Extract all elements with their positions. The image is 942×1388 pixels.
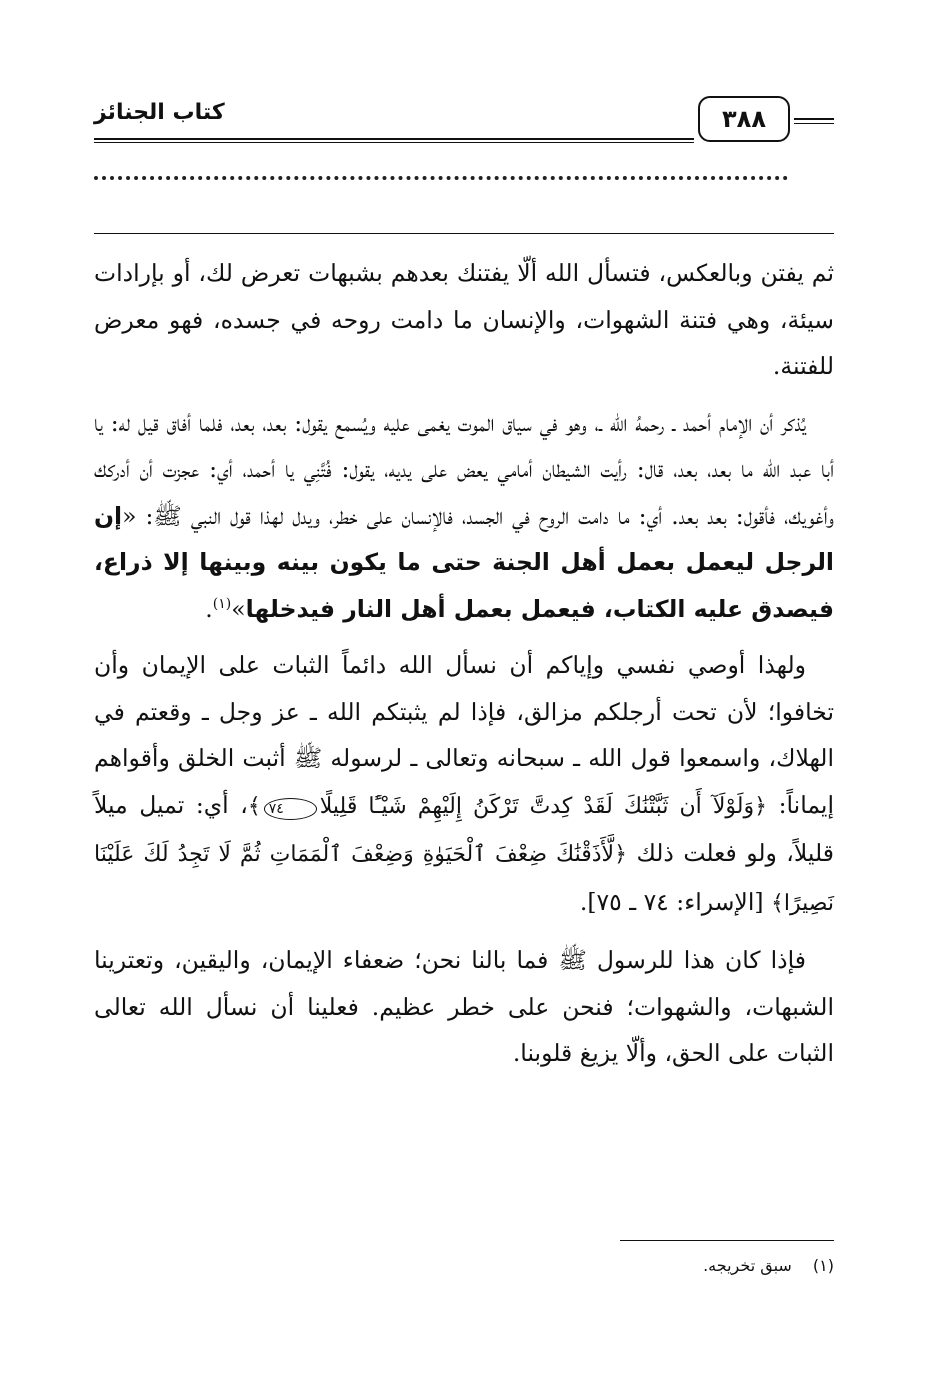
paragraph: [94, 400, 834, 633]
text-segment: [الإسراء: ٧٤ ـ ٧٥].: [579, 887, 772, 916]
page-header: [94, 96, 834, 146]
footnote-text: سبق تخريجه.: [703, 1256, 792, 1275]
text-segment: ، أي: تميل ميلاً قليلاً، ولو فعلت ذلك: [94, 790, 834, 867]
paragraph: [94, 250, 834, 390]
text-segment: .: [205, 594, 213, 623]
text-segment: فإذا كان هذا للرسول ﷺ فما بالنا نحن؛ ضعفاء الإيمان، واليقين، وتعترينا الشبهات، والشهوات؛ فنحن على خطر عظيم. فعلينا أن نسأل الله تعالى الثبات على الحق، وألّا يزيغ قلوبنا.: [94, 946, 834, 1067]
text-segment: ولهذا أوصي نفسي وإياكم أن نسأل الله دائماً الثبات على الإيمان وأن تخافوا؛ لأن تحت أرجلكم مزالق، فإذا لم يثبتكم الله ـ عز وجل ـ وقعتم في الهلاك، واسمعوا قول الله ـ سبحانه وتعالى ـ لرسوله ﷺ أثبت الخلق وأقواهم إيماناً:: [94, 651, 835, 819]
footnote-separator: [620, 1240, 834, 1241]
paragraph: [94, 937, 834, 1077]
footnote-ref: (١): [212, 595, 232, 612]
paragraph: [94, 642, 834, 927]
hadith-quote: إن الرجل ليعمل بعمل أهل الجنة حتى ما يكون بينه وبينها إلا ذراع، فيصدق عليه الكتاب، فيعمل بعمل أهل النار فيدخلها: [94, 501, 834, 623]
header-rule-thin: [94, 142, 694, 143]
ellipsis-dotted-line: [94, 176, 788, 200]
header-rule: [94, 138, 694, 140]
text-segment: »: [231, 594, 246, 623]
quran-verse: ﴿لَّأَذَقْنَٰكَ ضِعْفَ ٱلْحَيَوٰةِ وَضِعْفَ ٱلْمَمَاتِ ثُمَّ لَا تَجِدُ لَكَ عَلَيْنَا نَصِيرًا﴾: [94, 842, 834, 916]
quran-verse: ﴿وَلَوْلَآ أَن ثَبَّتْنَٰكَ لَقَدْ كِدتَّ تَرْكَنُ إِلَيْهِمْ شَيْـًٔا قَلِيلًا: [319, 793, 768, 819]
text-segment: يُذكر أن الإمام أحمد ـ رحمهُ الله ـ، وهو في سياق الموت يغمى عليه ويُسمع يقول: بعد، بعد، فلما أفاق قيل له: يا أبا عبد الله ما بعد، بعد، قال: رأيت الشيطان أمامي يعض على يديه، يقول: فُتَّنِي يا أحمد، أي: عجزت أن أدركك وأغويك، فأقول: بعد بعد. أي: ما دامت الروح في الجسد، فالإنسان على خطر، ويدل لهذا قول النبي ﷺ: «: [94, 408, 834, 530]
page-number: ٣٨٨: [698, 96, 790, 142]
footnote: [94, 1256, 834, 1275]
text-segment: ثم يفتن وبالعكس، فتسأل الله ألّا يفتنك بعدهم بشبهات تعرض لك، أو بإرادات سيئة، وهي فتنة الشهوات، والإنسان ما دامت روحه في جسده، فهو معرض للفتنة.: [94, 259, 834, 380]
book-title: كتاب الجنائز: [94, 100, 225, 125]
body-text: [94, 250, 834, 1087]
verse-number: ٧٤: [264, 798, 317, 820]
quran-verse: ﴾: [247, 793, 261, 819]
separator-line: [94, 233, 834, 234]
header-rule-right-thin: [794, 123, 834, 124]
header-rule-right: [794, 118, 834, 120]
footnote-number: (١): [812, 1256, 834, 1275]
